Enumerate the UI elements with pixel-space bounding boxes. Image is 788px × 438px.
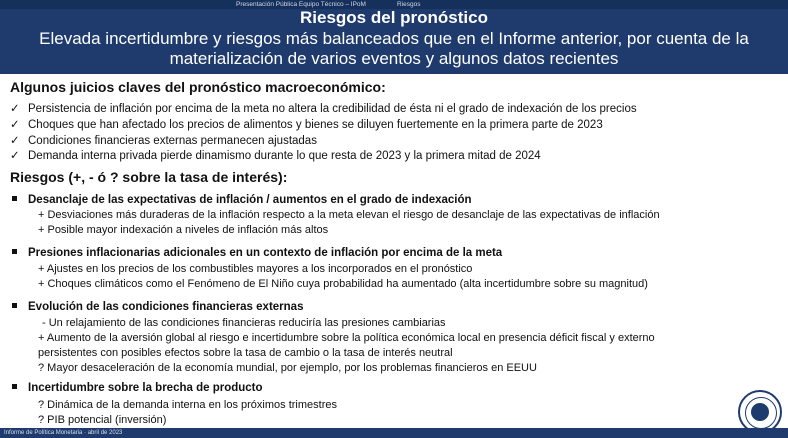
risk-group-title: Incertidumbre sobre la brecha de producto [12,382,263,394]
risks-heading: Riesgos (+, - ó ? sobre la tasa de interés): [10,169,288,185]
footer-text: Informe de Política Monetaria · abril de 2023 [4,430,123,436]
slide-header [0,0,788,74]
risk-item: + Desviaciones más duraderas de la inflación respecto a la meta elevan el riesgo de desanclaje de las expectativas de inflación [38,209,660,221]
risk-group-title: Evolución de las condiciones financieras externas [12,301,303,313]
judgment-item: ✓ Persistencia de inflación por encima de la meta no altera la credibilidad de ésta ni el grado de indexación de los precios [10,103,637,115]
judgment-item: ✓ Condiciones financieras externas permanecen ajustadas [10,135,317,147]
breadcrumb-presentation: Presentación Pública Equipo Técnico – IPoM [236,1,366,8]
judgment-item: ✓ Choques que han afectado los precios de alimentos y bienes se diluyen fuertemente en la primera parte de 2023 [10,119,603,131]
risk-item: + Choques climáticos como el Fenómeno de El Niño cuya probabilidad ha aumentado (alta incertidumbre sobre su magnitud) [38,278,648,290]
risk-group-title: Desanclaje de las expectativas de inflación / aumentos en el grado de indexación [12,194,472,206]
slide-footer [0,428,788,438]
square-bullet-icon [12,384,17,389]
slide-title: Riesgos del pronóstico [300,8,488,27]
risk-item: ? PIB potencial (inversión) [38,414,167,426]
risk-item-continuation: persistentes con posibles efectos sobre la tasa de cambio o la tasa de interés neutral [38,347,453,359]
risk-item: ? Dinámica de la demanda interna en los próximos trimestres [38,399,337,411]
check-icon: ✓ [10,135,20,147]
check-icon: ✓ [10,103,20,115]
judgments-heading: Algunos juicios claves del pronóstico macroeconómico: [10,79,386,95]
risk-group-title: Presiones inflacionarias adicionales en un contexto de inflación por encima de la meta [12,247,502,259]
risk-item: + Ajustes en los precios de los combustibles mayores a los incorporados en el pronóstico [38,263,473,275]
risk-item: - Un relajamiento de las condiciones financieras reduciría las presiones cambiarias [42,317,446,329]
slide-subtitle: Elevada incertidumbre y riesgos más balanceados que en el Informe anterior, por cuenta de la materialización de varios eventos y algunos datos recientes [39,29,749,68]
square-bullet-icon [12,249,17,254]
risk-item: ? Mayor desaceleración de la economía mundial, por ejemplo, por los problemas financieros en EEUU [38,362,537,374]
breadcrumb-section: Riesgos [397,1,421,8]
square-bullet-icon [12,196,17,201]
check-icon: ✓ [10,150,20,162]
check-icon: ✓ [10,119,20,131]
risk-item: + Posible mayor indexación a niveles de inflación más altos [38,224,329,236]
judgment-item: ✓ Demanda interna privada pierde dinamismo durante lo que resta de 2023 y la primera mitad de 2024 [10,150,541,162]
risk-item: + Aumento de la aversión global al riesgo e incertidumbre sobre la política económica local en presencia déficit fiscal y externo [38,332,655,344]
square-bullet-icon [12,303,17,308]
